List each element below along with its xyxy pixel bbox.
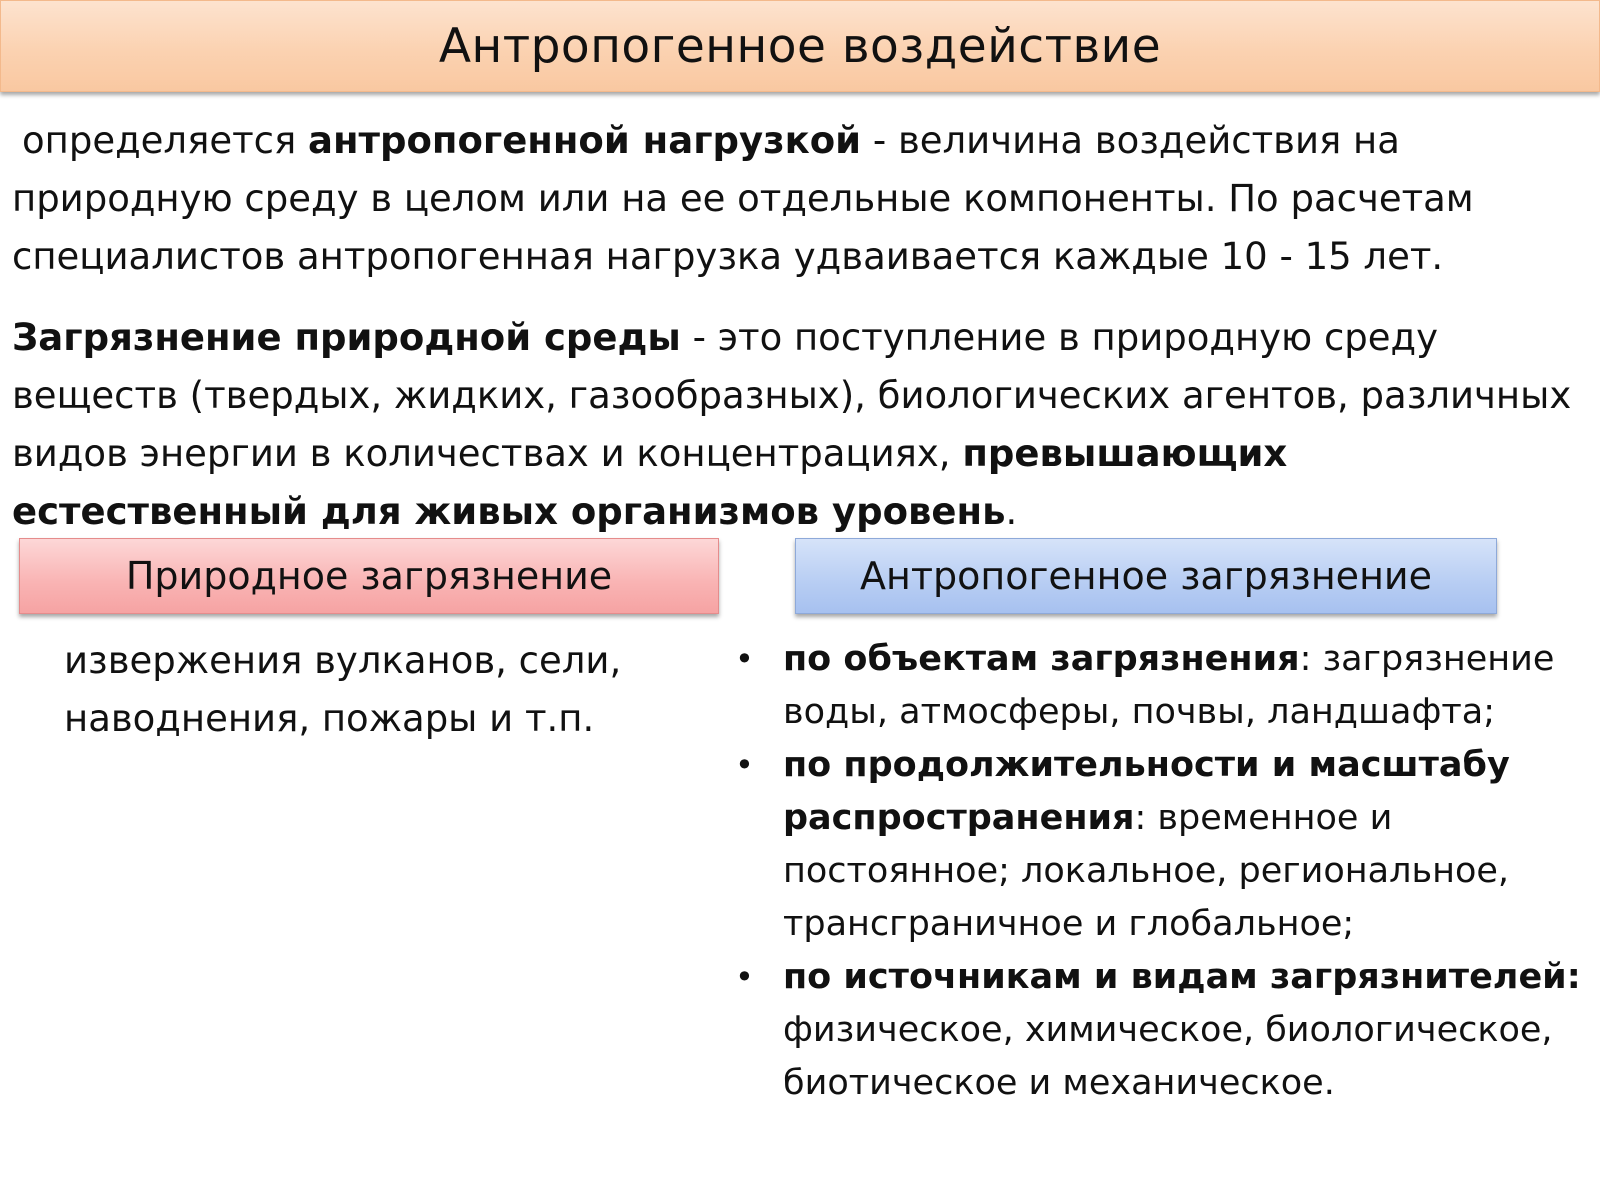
natural-pollution-header-label: Природное загрязнение xyxy=(125,554,613,598)
anthropogenic-pollution-header xyxy=(795,538,1497,614)
anthropogenic-pollution-header-label: Антропогенное загрязнение xyxy=(860,554,1432,598)
list-item xyxy=(735,951,1595,1110)
list-item-text: физическое, химическое, биологическое, биотическое и механическое. xyxy=(783,1010,1553,1103)
para2-end: . xyxy=(1005,490,1018,533)
definition-pollution xyxy=(12,309,1592,541)
natural-pollution-examples: извержения вулканов, сели, наводнения, пожары и т.п. xyxy=(64,639,622,740)
term-anthropogenic-load: антропогенной нагрузкой xyxy=(308,119,862,162)
list-item-text: : временное и постоянное; локальное, региональное, трансграничное и глобальное; xyxy=(783,798,1510,944)
bullet-icon: • xyxy=(735,640,754,678)
slide-title: Антропогенное воздействие xyxy=(438,18,1162,74)
bullet-icon: • xyxy=(735,958,754,996)
bullet-icon: • xyxy=(735,746,754,784)
term-pollution: Загрязнение природной среды xyxy=(12,316,681,359)
anthropogenic-pollution-list xyxy=(735,633,1595,1110)
slide-title-bar xyxy=(0,0,1600,92)
definition-anthropogenic-load xyxy=(12,112,1592,286)
list-item-term: по объектам загрязнения xyxy=(783,639,1300,679)
para2-middle: - это поступление в природную среду веществ (твердых, жидких, газообразных), биологических агентов, различных видов энергии в количествах и концентрациях, xyxy=(12,316,1572,475)
list-item-term: по продолжительности и масштабу распространения xyxy=(783,745,1510,838)
list-item xyxy=(735,633,1595,739)
natural-pollution-header xyxy=(19,538,719,614)
list-item-text: : загрязнение воды, атмосферы, почвы, ландшафта; xyxy=(783,639,1555,732)
para1-rest: - величина воздействия на природную среду в целом или на ее отдельные компоненты. По расчетам специалистов антропогенная нагрузка удваивается каждые 10 - 15 лет. xyxy=(12,119,1474,278)
list-item xyxy=(735,739,1595,951)
term-exceeding-level: превышающих естественный для живых организмов уровень xyxy=(12,432,1288,533)
para1-lead: определяется xyxy=(22,119,309,162)
list-item-term: по источникам и видам загрязнителей: xyxy=(783,957,1581,997)
